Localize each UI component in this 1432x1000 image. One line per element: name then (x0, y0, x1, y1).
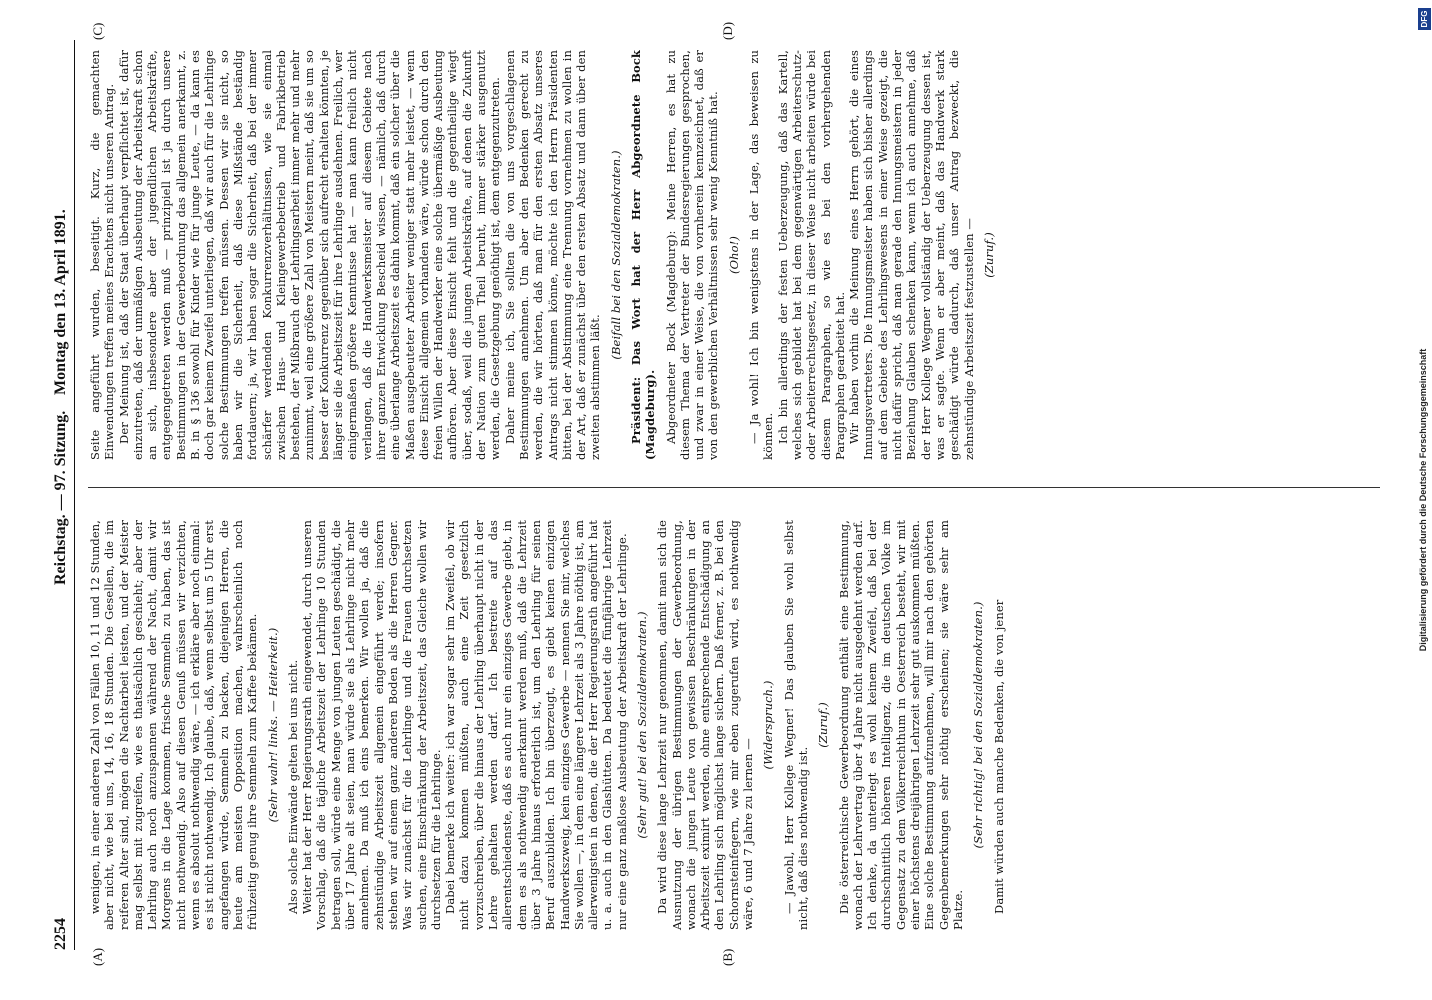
credit-text: Digitalisierung gefördert durch die Deutsche Forschungsgemeinschaft (1418, 348, 1428, 652)
session-title: Reichstag. — 97. Sitzung. (52, 410, 69, 585)
paragraph: Wir haben vorhin die Meinung eines Herrn gehört, die eines Innungsvertreters. Die Innungsmeister haben sich bisher allerdings auf dem Gebiete des Lehrlingswesens in einer Weise gezeigt, die nicht dafür spricht, daß man gerade den Innungsmeistern in jeder Beziehung Glauben schenken kann, wenn ich auch annehme, daß der Herr Kollege Wegner vollständig der Ueberzeugung dessen ist, was er sagte. Wenn er aber meint, daß das Handwerk stark geschädigt würde dadurch, daß unser Antrag bezweckt, die zehnstündige Arbeitszeit festzustellen — (847, 50, 976, 460)
interjection: (Sehr wahr! links. — Heiterkeit.) (265, 627, 280, 823)
dfg-logo: DFG (1418, 8, 1431, 30)
paragraph: — Jawohl, Herr Kollege Wegner! Das glauben Sie wohl selbst nicht, daß dies nothwendig ist. (781, 520, 810, 930)
running-header (52, 40, 75, 950)
margin-letter-b: (B) (720, 948, 735, 966)
interjection: (Sehr richtig! bei den Sozialdemokraten.) (971, 601, 986, 849)
margin-letter-c: (C) (90, 22, 105, 40)
right-column (88, 50, 1380, 460)
margin-letter-a: (A) (90, 947, 105, 966)
column-divider (88, 487, 1380, 488)
paragraph: Der Meinung ist, daß der Staat überhaupt verpflichtet ist, dafür einzutreten, daß der unmäßigen Ausbeutung der Arbeitskraft schon an sich, insbesondere aber der jugendlichen Arbeitskräfte, entgegengetreten werden muß — prinzipiell ist ja durch unsere Bestimmungen in der Gewerbeordnung das allgemein anerkannt, z. B. in § 136 sowohl für Kinder wie für junge Leute, — da kann es doch gar keinem Zweifel unterliegen, daß wir auch für die Lehrlinge solche Bestimmungen treffen müssen. Dessen wir sie nicht, so haben wir die Sicherheit, daß diese Mißstände beständig fortdauern; ja, wir haben sogar die Sicherheit, daß bei der immer schärfer werdenden Konkurrenzverhältnissen, wie sie einmal zwischen Haus- und Kleingewerbebetrieb und Fabrikbetrieb bestehen, der Mißbrauch der Lehrlingsarbeit immer mehr und mehr zunimmt, weil eine größere Zahl von Meistern meint, daß sie um so besser der Konkurrenz gegenüber sich aufrecht erhalten könnten, je länger sie die Arbeitszeit für ihre Lehrlinge ausdehnen. Freilich, wer einigermaßen größere Kenntnisse hat — man kann freilich nicht verlangen, daß die Handwerksmeister auf diesem Gebiete nach ihrer ganzen Entwicklung Bescheid wissen, — nämlich, daß durch eine überlange Arbeitszeit es dahin kommt, daß ein solcher über die Maßen ausgebeuteter Arbeiter weniger statt mehr leistet, — wenn diese Einsicht allgemein vorhanden wäre, würde schon durch den freien Willen der Handwerker eine solche übermäßige Ausbeutung aufhören. Aber diese Einsicht fehlt und die gegentheilige wiegt über, sodaß, weil die jungen Arbeitskräfte, auf denen die Zukunft der Nation zum guten Theil beruht, immer stärker ausgenutzt werden, die Gesetzgebung genöthigt ist, dem entgegenzutreten. (116, 50, 503, 460)
digitization-credit (1418, 0, 1432, 1000)
margin-letter-d: (D) (720, 21, 735, 40)
paragraph: Ich bin allerdings der festen Ueberzeugung, daß das Kartell, welches sich gebildet hat bei dem gegenwärtigen Arbeiterschutz- oder Arbeiterrechtsgesetz, in dieser Weise nicht arbeiten würde bei diesem Paragraphen, so wie es bei den vorhergehenden Paragraphen gearbeitet hat. (775, 50, 847, 460)
paragraph: Abgeordneter Bock (Magdeburg): Meine Herren, es hat zu diesem Thema der Vertreter der Bundesregierungen gesprochen, und zwar in einer Weise, die von vornherein kennzeichnet, daß er von den gewerblichen Verhältnissen sehr wenig Kenntniß hat. (663, 50, 721, 460)
left-column (88, 520, 1380, 930)
page-number: 2254 (52, 918, 69, 950)
paragraph: Weiter hat der Herr Regierungsrath eingewendet, durch unseren Vorschlag, daß die tägliche Arbeitszeit der Lehrlinge 10 Stunden betragen soll, würde eine Menge von jungen Leuten geschädigt, die über 17 Jahre alt seien, man würde sie als Lehrlinge nicht mehr annehmen. Da muß ich eins bemerken. Wir wollen ja, daß die zehnstündige Arbeitszeit allgemein eingeführt werde; insofern stehen wir auf einem ganz anderen Boden als die Herren Gegner. Was wir zunächst für die Lehrlinge und die Frauen durchsetzen suchen, eine Einschränkung der Arbeitszeit, das Gleiche wollen wir durchsetzen für die Lehrlinge. (300, 520, 443, 930)
paragraph: Dabei bemerke ich weiter: ich war sogar sehr im Zweifel, ob wir nicht dazu kommen müßten, auch eine Zeit gesetzlich vorzuschreiben, über die hinaus der Lehrling überhaupt nicht in der Lehre gehalten werden darf. Ich bestreite auf das allerentschiedenste, daß es auch nur ein einziges Gewerbe giebt, in dem es als nothwendig anerkannt werden muß, daß die Lehrzeit über 3 Jahre hinaus erforderlich ist, um den Lehrling für seinen Beruf auszubilden. Ich bin überzeugt, es giebt keinen einzigen Handwerkszweig, kein einziges Gewerbe — nennen Sie mir, welches Sie wollen —, in dem eine längere Lehrzeit als 3 Jahre nöthig ist, am allerwenigsten in denen, die der Herr Regierungsrath angeführt hat u. a. auch in den Glashütten. Da bedeutet die fünfjährige Lehrzeit nur eine ganz maßlose Ausbeutung der Arbeitskraft der Lehrlinge. (443, 520, 629, 930)
paragraph: — Ja wohl! Ich bin wenigstens in der Lage, das beweisen zu können. (747, 50, 776, 460)
paragraph: wenigen, in einer anderen Zahl von Fällen 10, 11 und 12 Stunden, aber nicht, wie bei uns, 14, 16, 18 Stunden. Die Gesellen, die im reiferen Alter sind, mögen die Nachtarbeit leisten, und der Meister mag selbst mit zugreifen, wie es thatsächlich geschieht; aber der Lehrling auch noch anzuspannen während der Nacht, damit wir Morgens in die Lage kommen, frische Semmeln zu haben, das ist nicht nothwendig. Also auf diesen Genuß müssen wir verzichten, wenn es absolut nothwendig wäre, — ich erkläre aber noch einmal: es ist nicht nothwendig. Ich glaube, daß, wenn selbst um 5 Uhr erst angefangen würde, Semmeln zu backen, diejenigen Herren, die heute am meisten Opposition machen, wahrscheinlich noch frühzeitig genug ihre Semmeln zum Kaffee bekämen. (88, 520, 260, 930)
interjection: (Sehr gut! bei den Sozialdemokraten.) (634, 611, 649, 839)
paragraph: Damit würden auch manche Bedenken, die von jener (991, 599, 1006, 914)
interjection: (Zuruf.) (981, 232, 996, 278)
paragraph: Also solche Einwände gelten bei uns nicht. (285, 659, 300, 914)
interjection: (Widerspruch.) (761, 680, 776, 770)
interjection: (Beifall bei den Sozialdemokraten.) (608, 150, 623, 360)
session-date: Montag den 13. April 1891. (52, 209, 69, 395)
paragraph: Da wird diese lange Lehrzeit nur genommen, damit man sich die Ausnutzung der übrigen Bestimmungen der Gewerbeordnung, wonach die jungen Leute von gewissen Beschränkungen in der Arbeitszeit eximirt werden, ohne entsprechende Entschädigung an den Lehrling sich möglichst lange sichern. Daß ferner, z. B. bei den Schornsteinfegern, wie mir eben zugerufen wird, es nothwendig wäre, 6 und 7 Jahre zu lernen — (655, 520, 756, 930)
paragraph: Seite angeführt wurden, beseitigt. Kurz, die gemachten Einwendungen treffen meines Erachtens nicht unseren Antrag. (88, 50, 117, 460)
speaker-paragraph: Präsident: Das Wort hat der Herr Abgeordnete Bock (Magdeburg). (628, 50, 658, 460)
interjection: (Oho!) (726, 236, 741, 274)
paragraph: Daher meine ich, Sie sollten die von uns vorgeschlagenen Bestimmungen annehmen. Um aber den Bedenken gerecht zu werden, die wir hörten, daß man für den ersten Absatz unseres Antrags nicht stimmen könne, möchte ich den Herrn Präsidenten bitten, bei der Abstimmung eine Trennung vornehmen zu wollen in der Art, daß er zunächst über den ersten Absatz und dann über den zweiten abstimmen läßt. (502, 50, 603, 460)
paragraph: Die österreichische Gewerbeordnung enthält eine Bestimmung, wonach der Lehrvertrag über 4 Jahre nicht ausgedehnt werden darf. Ich denke, da unterliegt es wohl keinem Zweifel, daß bei der durchschnittlich höheren Intelligenz, die im deutschen Volke im Gegensatz zu dem Völkerreichthum in Oesterreich besteht, wir mit einer höchstens dreijährigen Lehrzeit sehr gut auskommen müßten. Eine solche Bestimmung aufzunehmen, will mir nach den gehörten Gegenbemerkungen sehr nöthig erscheinen; sie wäre sehr am Platze. (836, 520, 965, 930)
interjection: (Zuruf.) (816, 702, 831, 748)
